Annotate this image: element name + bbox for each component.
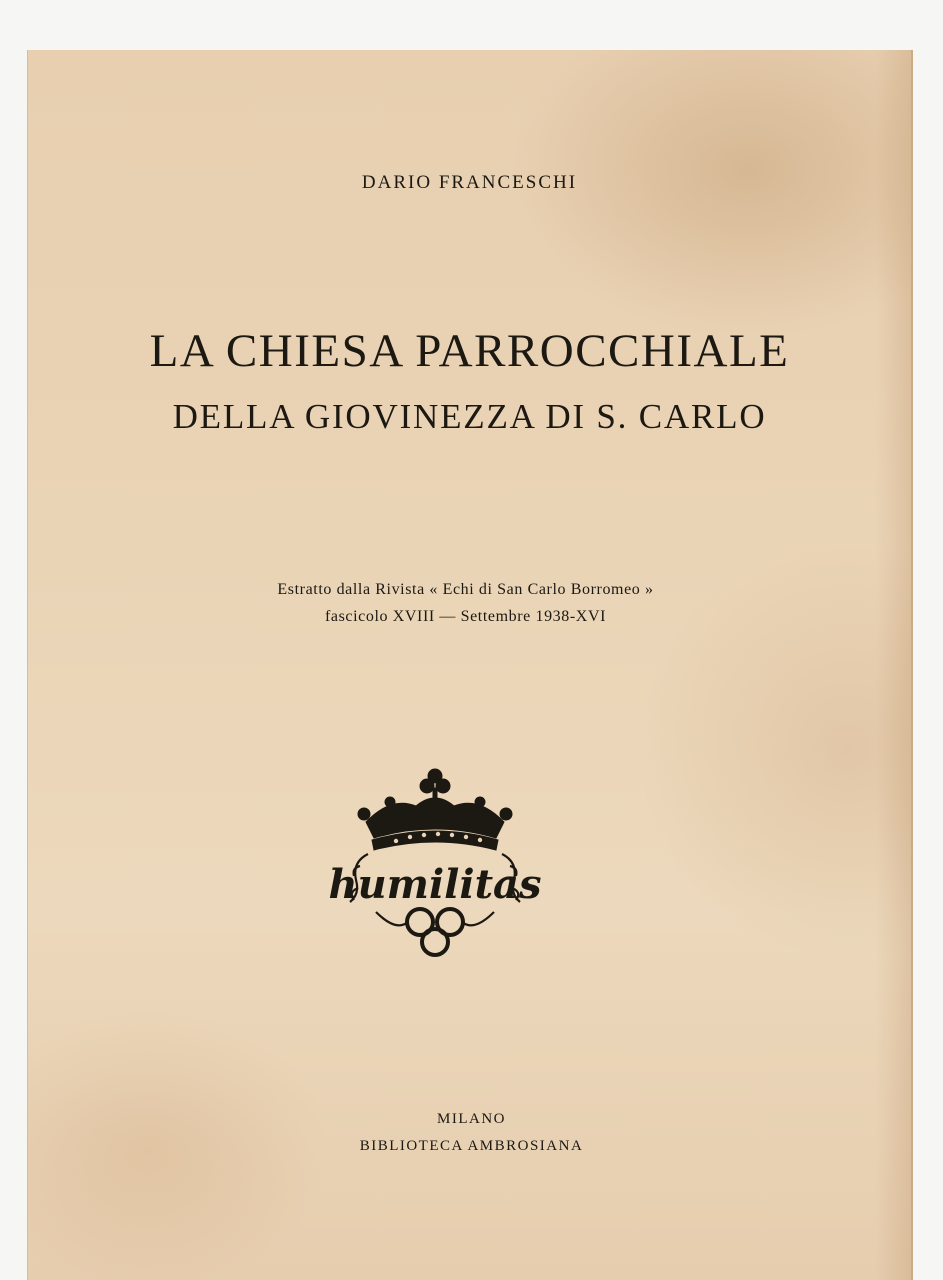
publication-city: MILANO — [437, 1111, 506, 1127]
trefoil-icon — [420, 769, 450, 798]
humilitas-crown-emblem — [328, 762, 542, 958]
title-line-2: DELLA GIOVINEZZA DI S. CARLO — [172, 397, 767, 436]
author-name: DARIO FRANCESCHI — [361, 172, 578, 193]
extract-note-line-1: Estratto dalla Rivista « Echi di San Carlo Borromeo » — [277, 581, 654, 598]
title-line-1: LA CHIESA PARROCCHIALE — [149, 325, 790, 377]
pamphlet-cover — [28, 50, 911, 1280]
extract-note-line-2: fascicolo XVIII — Settembre 1938-XVI — [324, 608, 607, 625]
interlaced-rings-icon — [407, 909, 463, 955]
crown-icon — [358, 797, 512, 850]
motto-humilitas: humilitas — [328, 861, 542, 908]
publisher-name: BIBLIOTECA AMBROSIANA — [359, 1138, 584, 1154]
